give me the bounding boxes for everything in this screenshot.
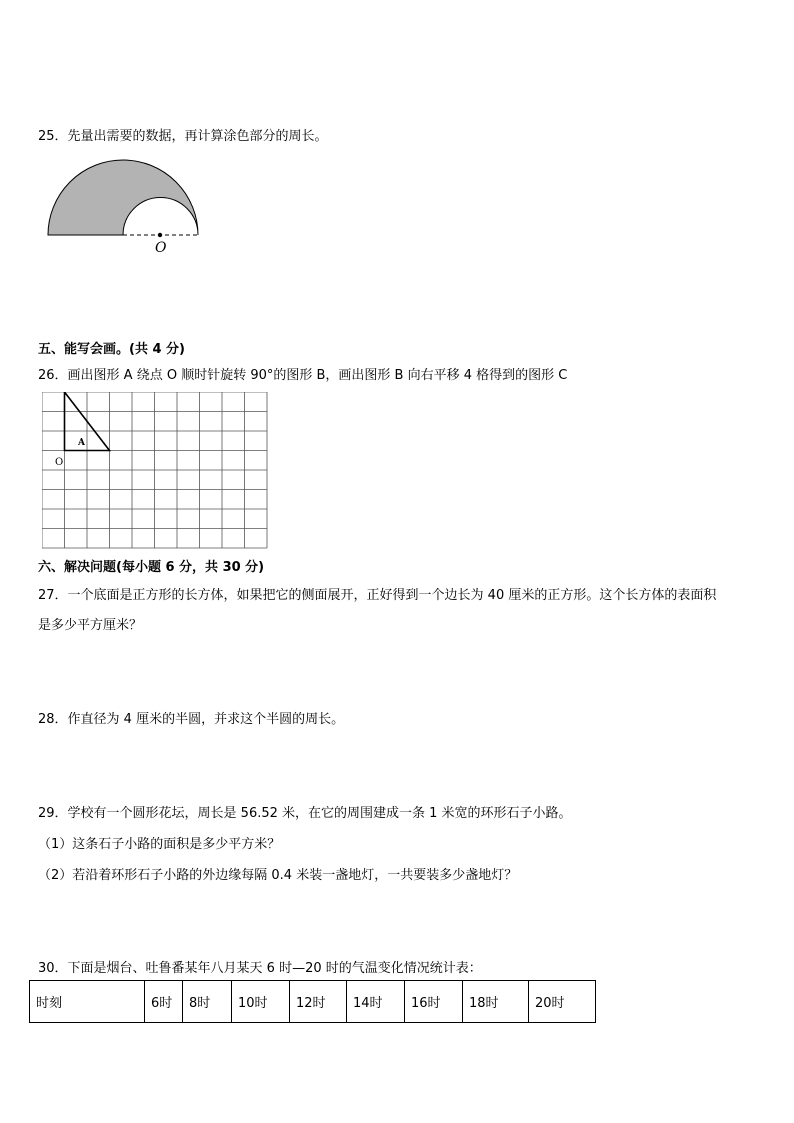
table-cell: 时刻 <box>30 981 145 1023</box>
q25-semicircle-figure <box>40 150 210 260</box>
table-cell: 18时 <box>463 981 529 1023</box>
temperature-table <box>29 980 596 1023</box>
table-cell: 16时 <box>405 981 463 1023</box>
grid-lines <box>42 392 267 548</box>
section5-title: 五、能写会画。(共 4 分) <box>38 342 185 357</box>
shaded-region <box>48 160 198 235</box>
q30-text: 30．下面是烟台、吐鲁番某年八月某天 6 时—20 时的气温变化情况统计表： <box>38 961 482 976</box>
table-cell: 10时 <box>232 981 290 1023</box>
table-cell: 12时 <box>290 981 347 1023</box>
table-cell: 14时 <box>347 981 405 1023</box>
q27-line2: 是多少平方厘米？ <box>38 618 143 633</box>
table-row <box>30 981 596 1023</box>
q26-grid <box>42 392 268 550</box>
table-cell: 8时 <box>183 981 232 1023</box>
table-cell: 6时 <box>145 981 183 1023</box>
q29-sub2: （2）若沿着环形石子小路的外边缘每隔 0.4 米装一盏地灯，一共要装多少盏地灯？ <box>38 868 518 883</box>
q29-text: 29．学校有一个圆形花坛，周长是 56.52 米，在它的周围建成一条 1 米宽的环形石子小路。 <box>38 806 572 821</box>
point-o-label: O <box>55 457 64 468</box>
triangle-label: A <box>78 438 85 448</box>
center-label: O <box>155 240 167 256</box>
q29-sub1: （1）这条石子小路的面积是多少平方米？ <box>38 837 281 852</box>
q25-text: 25．先量出需要的数据，再计算涂色部分的周长。 <box>38 129 328 144</box>
q28-text: 28．作直径为 4 厘米的半圆，并求这个半圆的周长。 <box>38 712 345 727</box>
table-cell: 20时 <box>529 981 596 1023</box>
section6-title: 六、解决问题(每小题 6 分，共 30 分) <box>38 560 265 575</box>
q27-line1: 27．一个底面是正方形的长方体，如果把它的侧面展开，正好得到一个边长为 40 厘米的正方形。这个长方体的表面积 <box>38 588 717 603</box>
q26-text: 26．画出图形 A 绕点 O 顺时针旋转 90°的图形 B，画出图形 B 向右平移 4 格得到的图形 C <box>38 368 568 383</box>
center-point <box>158 233 162 237</box>
